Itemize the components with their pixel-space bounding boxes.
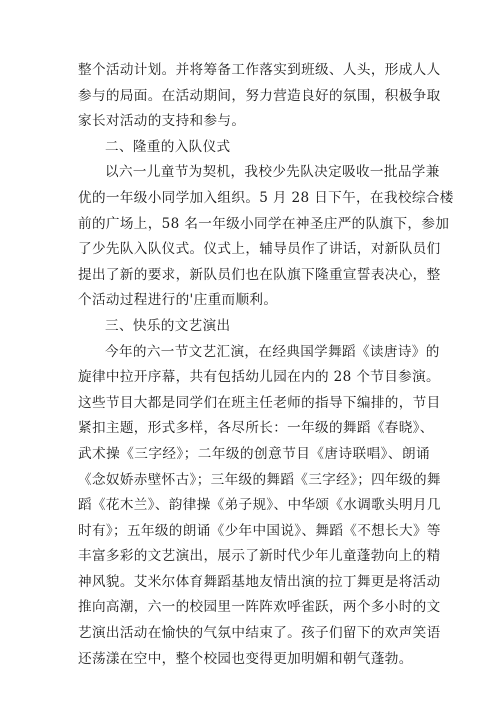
paragraph-line: 武术操《三字经》；二年级的创意节目《唐诗联唱》、朗诵 <box>78 445 430 462</box>
paragraph-line: 家长对活动的支持和参与。 <box>78 113 246 130</box>
paragraph-line: 时有》；五年级的朗诵《少年中国说》、舞蹈《不想长大》等 <box>78 522 441 539</box>
paragraph-line: 还荡漾在空中，整个校园也变得更加明媚和朝气蓬勃。 <box>78 650 413 667</box>
paragraph-line: 蹈《花木兰》、韵律操《弟子规》、中华颂《水调歌头明月几 <box>78 497 441 514</box>
document-body <box>78 58 454 672</box>
paragraph-line: 旋律中拉开序幕，共有包括幼儿园在内的 28 个节目参演。 <box>78 369 440 386</box>
paragraph-line: 整个活动计划。并将筹备工作落实到班级、人头，形成人人 <box>78 62 441 78</box>
section-heading-induction-ceremony: 二、隆重的入队仪式 <box>105 138 231 155</box>
paragraph-line: 提出了新的要求，新队员们也在队旗下隆重宣誓表决心，整 <box>78 266 441 283</box>
paragraph-line: 个活动过程进行的'庄重而顺利。 <box>78 292 278 309</box>
paragraph-line: 了少先队入队仪式。仪式上，辅导员作了讲话，对新队员们 <box>78 241 441 258</box>
paragraph-line: 参与的局面。在活动期间，努力营造良好的氛围，积极争取 <box>78 87 441 104</box>
paragraph-line: 今年的六一节文艺汇演，在经典国学舞蹈《读唐诗》的 <box>105 343 440 360</box>
section-heading-performance: 三、快乐的文艺演出 <box>105 317 231 334</box>
paragraph-line: 推向高潮，六一的校园里一阵阵欢呼雀跃，两个多小时的文 <box>78 599 441 616</box>
paragraph-line: 这些节目大都是同学们在班主任老师的指导下编排的，节目 <box>78 394 441 411</box>
paragraph-line: 紧扣主题，形式多样，各尽所长：一年级的舞蹈《春晓》、 <box>78 420 434 437</box>
paragraph-line: 丰富多彩的文艺演出，展示了新时代少年儿童蓬勃向上的精 <box>78 548 441 565</box>
paragraph-line: 艺演出活动在愉快的气氛中结束了。孩子们留下的欢声笑语 <box>78 625 441 642</box>
paragraph-line: 以六一儿童节为契机，我校少先队决定吸收一批品学兼 <box>105 164 440 181</box>
paragraph-line: 优的一年级小同学加入组织。5 月 28 日下午，在我校综合楼 <box>78 189 454 206</box>
paragraph-line: 神风貌。艾米尔体育舞蹈基地友情出演的拉丁舞更是将活动 <box>78 573 441 590</box>
paragraph-line: 《念奴娇赤壁怀古》；三年级的舞蹈《三字经》；四年级的舞 <box>78 471 441 488</box>
paragraph-line: 前的广场上，58 名一年级小同学在神圣庄严的队旗下，参加 <box>78 215 450 232</box>
